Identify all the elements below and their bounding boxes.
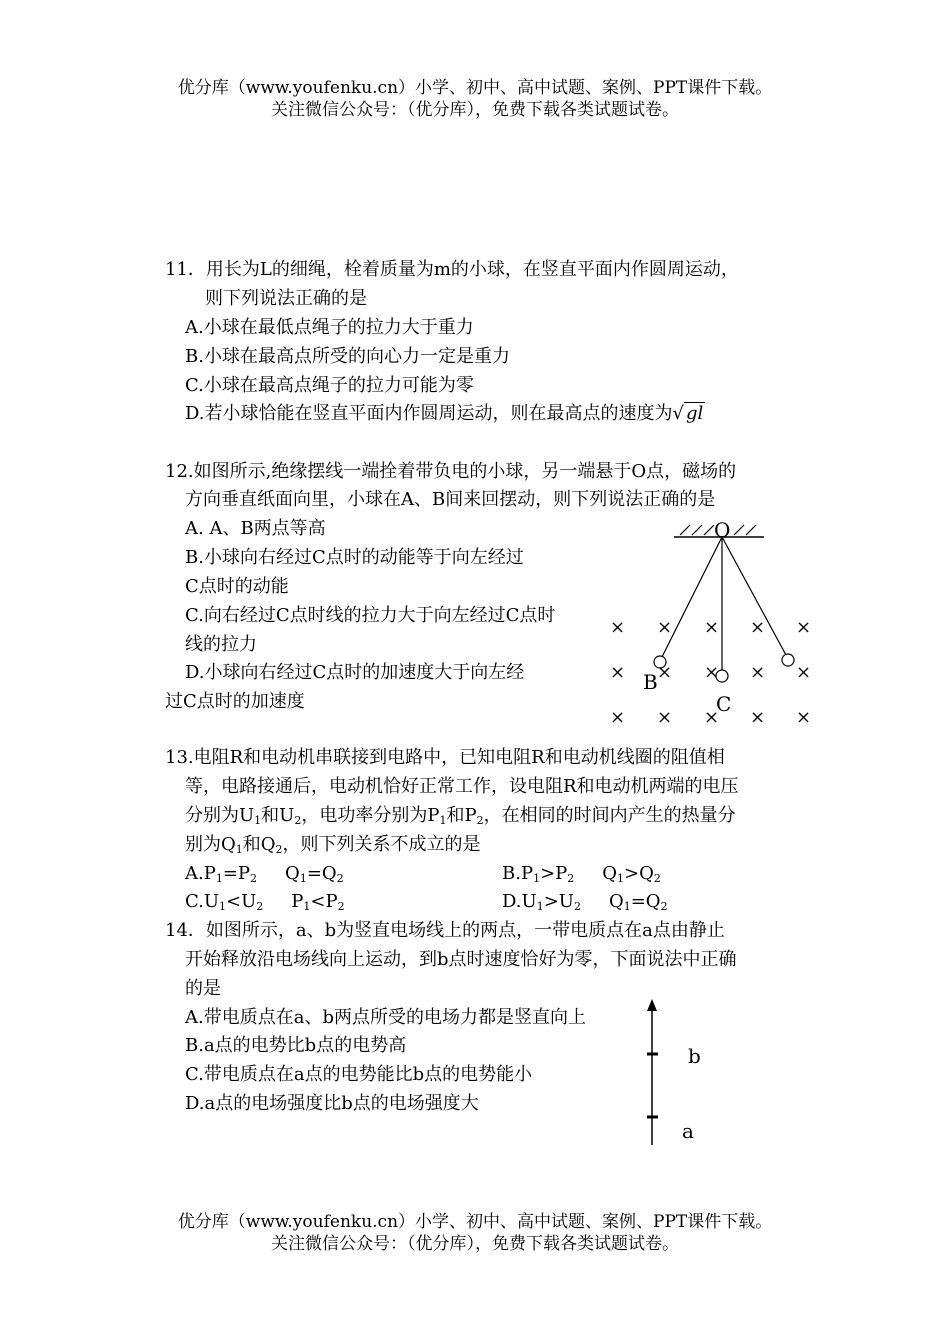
text-run: 和Q xyxy=(242,834,276,855)
text-run: <P xyxy=(310,891,338,912)
pendulum-figure xyxy=(600,515,825,735)
header-line-1: 优分库（www.youfenku.cn）小学、初中、高中试题、案例、PPT课件下载。 xyxy=(177,78,773,98)
cross-mark: × xyxy=(704,707,720,728)
subscript: 2 xyxy=(653,872,661,885)
q12-option-c-line-2: 线的拉力 xyxy=(185,634,257,655)
cross-mark: × xyxy=(704,662,720,683)
q14-option-c: C.带电质点在a点的电势能比b点的电势能小 xyxy=(185,1064,533,1085)
text-run: Q xyxy=(285,863,300,884)
subscript: 1 xyxy=(533,872,541,885)
text-run: C.U xyxy=(185,891,220,912)
text-run: =Q xyxy=(306,863,337,884)
label-b: B xyxy=(643,670,658,694)
label-a: a xyxy=(682,1119,694,1143)
q14-stem-line-1: 14．如图所示，a、b为竖直电场线上的两点，一带电质点在a点由静止 xyxy=(165,920,725,941)
text-run: >Q xyxy=(624,863,654,884)
text-run: >U xyxy=(543,891,574,912)
q11-option-d-text: D.若小球恰能在竖直平面内作圆周运动，则在最高点的速度为 xyxy=(185,403,673,424)
text-run: ，电功率分别为P xyxy=(301,805,440,826)
header-line-2: 关注微信公众号：（优分库），免费下载各类试题试卷。 xyxy=(271,100,679,120)
q11-stem-line-1: 11．用长为L的细绳，栓着质量为m的小球，在竖直平面内作圆周运动， xyxy=(165,259,739,280)
text-run: A.P xyxy=(185,863,216,884)
text-run: =P xyxy=(222,863,251,884)
q12-stem-line-1: 12.如图所示,绝缘摆线一端拴着带负电的小球，另一端悬于O点，磁场的 xyxy=(165,461,737,482)
subscript: 2 xyxy=(275,843,283,856)
text-run: P xyxy=(291,891,304,912)
subscript: 1 xyxy=(219,900,227,913)
q14-option-b: B.a点的电势比b点的电势高 xyxy=(185,1035,407,1056)
subscript: 1 xyxy=(617,872,625,885)
field-line-figure xyxy=(630,995,730,1150)
q13-option-d xyxy=(502,890,668,919)
cross-mark: × xyxy=(704,617,720,638)
footer-line-1: 优分库（www.youfenku.cn）小学、初中、高中试题、案例、PPT课件下载。 xyxy=(177,1212,773,1232)
subscript: 2 xyxy=(567,872,575,885)
cross-mark: × xyxy=(657,662,673,683)
text-run: <U xyxy=(226,891,257,912)
text-run: 和P xyxy=(446,805,477,826)
label-c: C xyxy=(716,692,732,716)
subscript: 1 xyxy=(299,872,307,885)
ball-a xyxy=(782,654,794,666)
q13-option-b xyxy=(502,862,661,891)
q13-stem-line-3 xyxy=(185,804,736,833)
q14-stem-line-3: 的是 xyxy=(185,978,221,999)
string-b xyxy=(662,537,722,657)
footer-line-2: 关注微信公众号：（优分库），免费下载各类试题试卷。 xyxy=(271,1234,679,1254)
cross-mark: × xyxy=(610,617,626,638)
subscript: 2 xyxy=(250,872,258,885)
subscript: 1 xyxy=(623,900,631,913)
q12-option-a: A. A、B两点等高 xyxy=(185,518,326,539)
q11-option-b: B.小球在最高点所受的向心力一定是重力 xyxy=(185,346,510,367)
arrow-up-icon xyxy=(647,999,657,1011)
subscript: 2 xyxy=(337,900,345,913)
cross-mark: × xyxy=(657,707,673,728)
text-run: B.P xyxy=(502,863,534,884)
q14-option-d: D.a点的电场强度比b点的电场强度大 xyxy=(185,1093,479,1114)
q13-stem-line-1: 13.电阻R和电动机串联接到电路中，已知电阻R和电动机线圈的阻值相 xyxy=(165,747,725,768)
subscript: 1 xyxy=(235,843,243,856)
q12-option-b-line-1: B.小球向右经过C点时的动能等于向左经过 xyxy=(185,547,524,568)
cross-mark: × xyxy=(796,707,812,728)
q12-option-d-line-2: 过C点时的加速度 xyxy=(165,691,305,712)
subscript: 1 xyxy=(303,900,311,913)
subscript: 1 xyxy=(439,814,447,827)
label-b: b xyxy=(688,1044,701,1068)
subscript: 2 xyxy=(336,872,344,885)
cross-mark: × xyxy=(750,662,766,683)
subscript: 2 xyxy=(294,814,302,827)
subscript: 1 xyxy=(536,900,544,913)
text-run: 和U xyxy=(261,805,295,826)
q13-option-c xyxy=(185,890,345,919)
cross-mark: × xyxy=(750,707,766,728)
magnetic-field-crosses xyxy=(610,617,811,728)
q13-stem-line-2: 等，电路接通后，电动机恰好正常工作，设电阻R和电动机两端的电压 xyxy=(185,776,739,797)
q13-option-a xyxy=(185,862,344,891)
q11-option-a: A.小球在最低点绳子的拉力大于重力 xyxy=(185,317,474,338)
cross-mark: × xyxy=(610,662,626,683)
q14-stem-line-2: 开始释放沿电场线向上运动，到b点时速度恰好为零，下面说法中正确 xyxy=(185,949,737,970)
cross-mark: × xyxy=(796,617,812,638)
q11-option-c: C.小球在最高点绳子的拉力可能为零 xyxy=(185,375,474,396)
q11-formula: gl xyxy=(686,403,704,424)
text-run: Q xyxy=(608,891,624,912)
cross-mark: × xyxy=(657,617,673,638)
text-run: Q xyxy=(602,863,618,884)
q12-stem-line-2: 方向垂直纸面向里，小球在A、B间来回摆动，则下列说法正确的是 xyxy=(185,489,716,510)
q13-stem-line-4 xyxy=(185,833,481,862)
subscript: 1 xyxy=(254,814,262,827)
text-run: 分别为U xyxy=(185,805,255,826)
cross-mark: × xyxy=(750,617,766,638)
subscript: 2 xyxy=(660,900,668,913)
subscript: 1 xyxy=(215,872,223,885)
q14-option-a: A.带电质点在a、b两点所受的电场力都是竖直向上 xyxy=(185,1007,586,1028)
q12-option-c-line-1: C.向右经过C点时线的拉力大于向左经过C点时 xyxy=(185,605,556,626)
subscript: 2 xyxy=(256,900,264,913)
label-o: O xyxy=(714,518,731,542)
q11-option-d xyxy=(185,402,705,426)
text-run: =Q xyxy=(630,891,661,912)
q12-option-b-line-2: C点时的动能 xyxy=(185,576,289,597)
sqrt-symbol: √ xyxy=(672,403,684,424)
text-run: >P xyxy=(540,863,568,884)
text-run: ，则下列关系不成立的是 xyxy=(282,834,481,855)
text-run: D.U xyxy=(502,891,537,912)
q12-option-d-line-1: D.小球向右经过C点时的加速度大于向左经 xyxy=(185,662,525,683)
subscript: 2 xyxy=(573,900,581,913)
text-run: ，在相同的时间内产生的热量分 xyxy=(483,805,736,826)
cross-mark: × xyxy=(796,662,812,683)
text-run: 别为Q xyxy=(185,834,236,855)
subscript: 2 xyxy=(476,814,484,827)
cross-mark: × xyxy=(610,707,626,728)
q11-stem-line-2: 则下列说法正确的是 xyxy=(205,288,367,309)
